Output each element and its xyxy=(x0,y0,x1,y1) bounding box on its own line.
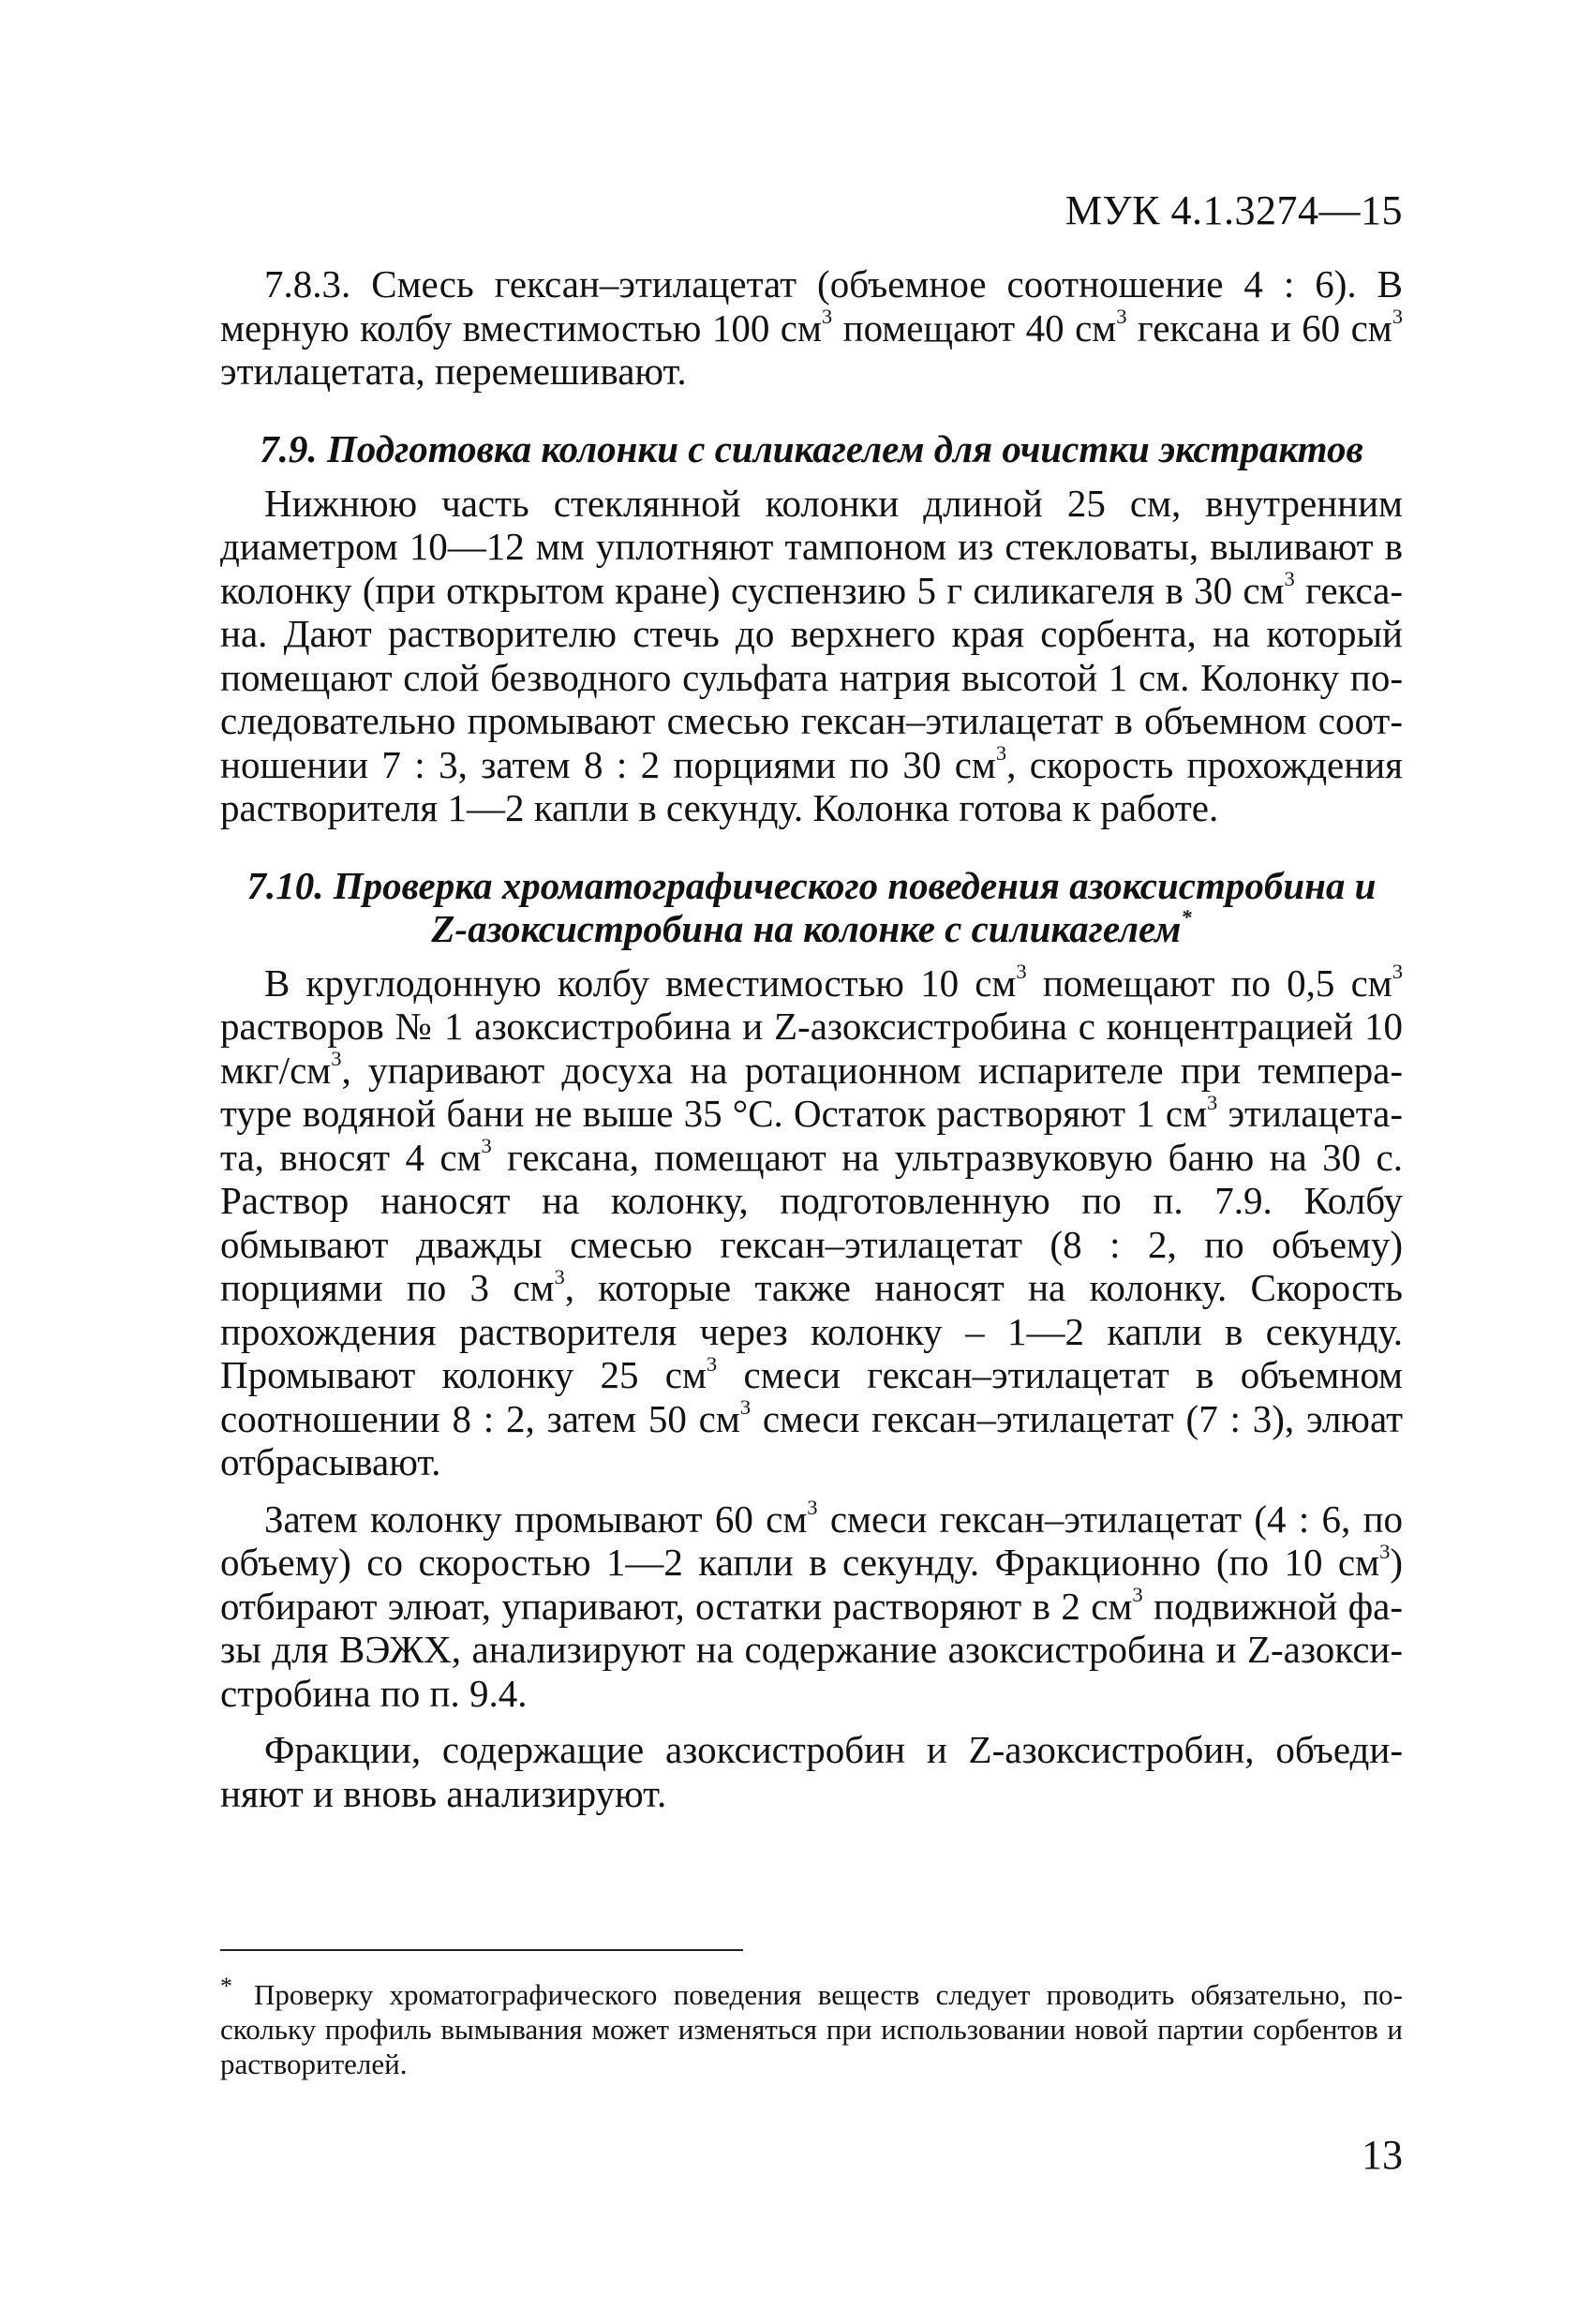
superscript: 3 xyxy=(1207,1090,1218,1114)
superscript: 3 xyxy=(1132,1583,1143,1607)
superscript: 3 xyxy=(995,741,1007,766)
text-span: , упаривают досуха на ротационном испарителе при температуре водяной бани не выше 35 °С. Остаток растворяют 1 см xyxy=(220,1048,1403,1135)
text-span: гексана. Дают растворителю стечь до верхнего края сорбента, на который помещают слой безводного сульфата натрия высотой 1 см. Колонку последовательно промывают смесью гексан–этилацетат в объемном соотношении 7 : 3, затем 8 : 2 порциями по 30 см xyxy=(220,568,1403,786)
text-span: ) отбирают элюат, упаривают, остатки растворяют в 2 см xyxy=(220,1541,1403,1628)
superscript: 3 xyxy=(1392,960,1403,984)
text-span: помещают 40 см xyxy=(832,305,1117,350)
paragraph-7-9 xyxy=(220,482,1403,830)
document-code-header: МУК 4.1.3274—15 xyxy=(1064,187,1403,233)
text-span: помещают по 0,5 см xyxy=(1026,961,1392,1005)
text-span: смеси гексан–этилацетат (4 : 6, по объему) со скоростью 1—2 капли в секунду. Фракционно (по 10 см xyxy=(220,1497,1404,1584)
heading-line-2 xyxy=(220,907,1403,950)
text-span: этилацетата, перемешивают. xyxy=(220,350,687,393)
paragraph-7-10-1 xyxy=(220,961,1403,1484)
superscript: 3 xyxy=(706,1351,718,1376)
paragraph-7-10-2 xyxy=(220,1497,1403,1716)
superscript: 3 xyxy=(821,305,833,329)
text-span: Нижнюю часть стеклянной колонки длиной 25 см, внутренним диаметром 10—12 мм уплотняют тампоном из стекловаты, выливают в колонку (при открытом кране) суспензию 5 г силикагеля в 30 см xyxy=(220,481,1403,612)
document-page xyxy=(220,187,1403,2277)
superscript: 3 xyxy=(1392,305,1403,329)
text-span: , которые также наносят на колонку. Скорость прохождения растворителя через колонку – 1—2 капли в секунду. Промывают колонку 25 см xyxy=(220,1266,1404,1396)
text-span: , скорость прохождения растворителя 1—2 капли в секунду. Колонка готова к работе. xyxy=(220,742,1403,829)
section-heading-7-10 xyxy=(220,864,1403,950)
text-span: этилацетата, вносят 4 см xyxy=(220,1092,1403,1179)
footnote-text: Проверку хроматографического поведения веществ следует проводить обязательно, поскольку профиль вымывания может изменяться при использовании новой партии сорбентов и растворителей. xyxy=(220,1978,1403,2080)
text-span: смеси гексан–этилацетат в объемном соотношении 8 : 2, затем 50 см xyxy=(220,1353,1403,1440)
footnote-reference-mark: * xyxy=(1181,905,1192,930)
superscript: 3 xyxy=(1016,960,1027,984)
text-span: гексана и 60 см xyxy=(1126,305,1392,350)
superscript: 3 xyxy=(1379,1539,1391,1563)
text-span: подвижной фазы для ВЭЖХ, анализируют на содержание азоксистробина и Z-азоксистробина по п. 9.4. xyxy=(220,1584,1403,1715)
text-span: В круглодонную колбу вместимостью 10 см xyxy=(264,961,1017,1005)
superscript: 3 xyxy=(739,1395,752,1420)
text-span: Затем колонку промывают 60 см xyxy=(264,1497,808,1541)
superscript: 3 xyxy=(331,1047,342,1071)
superscript: 3 xyxy=(481,1134,492,1158)
text-span: 7.8.3. Смесь гексан–этилацетат (объемное соотношение 4 : 6). В мерную колбу вместимостью 100 см xyxy=(220,262,1403,350)
text-span: гексана, помещают на ультразвуковую баню на 30 с. Раствор наносят на колонку, подготовленную по п. 7.9. Колбу обмывают дважды смесью гексан–этилацетат (8 : 2, по объему) порциями по 3 см xyxy=(220,1135,1403,1309)
section-heading-7-9 xyxy=(220,427,1403,470)
paragraph-7-10-3: Фракции, содержащие азоксистробин и Z-азоксистробин, объединяют и вновь анализируют. xyxy=(220,1728,1403,1815)
text-span: смеси гексан–этилацетат (7 : 3), элюат отбрасывают. xyxy=(220,1396,1403,1483)
heading-line-2-text: Z-азоксистробина на колонке с силикагелем xyxy=(431,906,1182,950)
paragraph-7-8-3 xyxy=(220,262,1403,394)
footnote-marker: * xyxy=(220,1973,232,2000)
superscript: 3 xyxy=(554,1264,565,1289)
text-span: растворов № 1 азоксистробина и Z-азоксистробина с концентрацией 10 мкг/см xyxy=(220,1005,1403,1092)
footnote xyxy=(220,1973,1403,2081)
superscript: 3 xyxy=(1116,305,1127,329)
heading-line: 7.9. Подготовка колонки с силикагелем для очистки экстрактов xyxy=(260,426,1363,470)
heading-line-1: 7.10. Проверка хроматографического поведения азоксистробина и xyxy=(246,863,1377,907)
footnote-divider xyxy=(220,1949,743,1951)
superscript: 3 xyxy=(807,1496,818,1520)
document-body xyxy=(220,262,1403,1815)
superscript: 3 xyxy=(1284,567,1295,591)
page-number: 13 xyxy=(1362,2132,1403,2178)
